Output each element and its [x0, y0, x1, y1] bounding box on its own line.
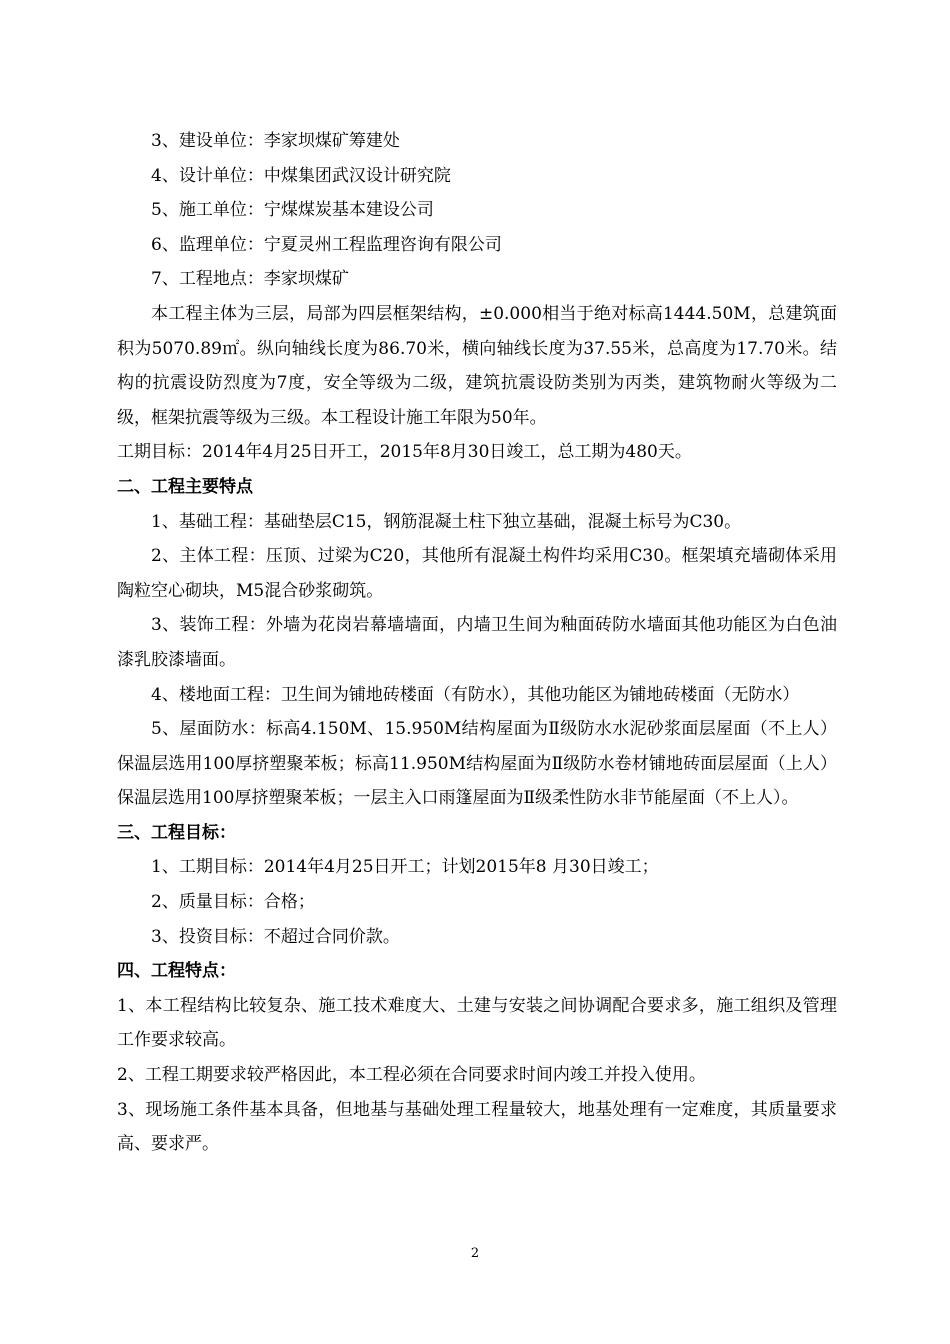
design-unit: 4、设计单位：中煤集团武汉设计研究院: [151, 165, 451, 186]
page-number: 2: [470, 1246, 480, 1261]
list-item: 2、质量目标：合格；: [151, 892, 315, 913]
list-item: 1、本工程结构比较复杂、施工技术难度大、土建与安装之间协调配合要求多，施工组织及管理工作要求较高。: [117, 995, 837, 1051]
section-heading-features: 二、工程主要特点: [117, 476, 253, 497]
list-item: 4、楼地面工程：卫生间为铺地砖楼面（有防水），其他功能区为铺地砖楼面（无防水）: [151, 684, 800, 705]
project-overview: 本工程主体为三层，局部为四层框架结构，±0.000相当于绝对标高1444.50M，总建筑面积为5070.89㎡。纵向轴线长度为86.70米，横向轴线长度为37.55米，总高度为17.70米。结构的抗震设防烈度为7度，安全等级为二级，建筑抗震设防类别为丙类，建筑物耐火等级为二级，框架抗震等级为三级。本工程设计施工年限为50年。: [117, 303, 837, 428]
list-item: 1、基础工程：基础垫层C15，钢筋混凝土柱下独立基础，混凝土标号为C30。: [151, 511, 742, 532]
list-item: 2、工程工期要求较严格因此，本工程必须在合同要求时间内竣工并投入使用。: [117, 1065, 706, 1086]
contractor-unit: 5、施工单位：宁煤煤炭基本建设公司: [151, 200, 434, 221]
list-item: 3、现场施工条件基本具备，但地基与基础处理工程量较大，地基处理有一定难度，其质量要求高、要求严。: [117, 1099, 837, 1155]
section-heading-goals: 三、工程目标：: [117, 822, 236, 843]
construction-unit: 3、建设单位：李家坝煤矿筹建处: [151, 131, 400, 151]
schedule-goal: 工期目标：2014年4月25日开工，2015年8月30日竣工，总工期为480天。: [117, 442, 692, 463]
list-item: 3、投资目标：不超过合同价款。: [151, 926, 400, 947]
list-item: 3、装饰工程：外墙为花岗岩幕墙墙面，内墙卫生间为釉面砖防水墙面其他功能区为白色油漆乳胶漆墙面。: [117, 615, 837, 670]
project-location: 7、工程地点：李家坝煤矿: [151, 269, 349, 290]
document-body: [117, 124, 837, 1162]
supervision-unit: 6、监理单位：宁夏灵州工程监理咨询有限公司: [151, 234, 502, 255]
list-item: 2、主体工程：压顶、过梁为C20，其他所有混凝土构件均采用C30。框架填充墙砌体采用陶粒空心砌块，M5混合砂浆砌筑。: [117, 546, 837, 601]
list-item: 1、工期目标：2014年4月25日开工；计划2015年8 月30日竣工；: [151, 857, 659, 878]
list-item: 5、屋面防水：标高4.150M、15.950M结构屋面为Ⅱ级防水水泥砂浆面层屋面（不上人）保温层选用100厚挤塑聚苯板；标高11.950M结构屋面为Ⅱ级防水卷材铺地砖面层屋面（上人）保温层选用100厚挤塑聚苯板；一层主入口雨篷屋面为Ⅱ级柔性防水非节能屋面（不上人）。: [117, 719, 837, 809]
section-heading-characteristics: 四、工程特点：: [117, 961, 236, 982]
